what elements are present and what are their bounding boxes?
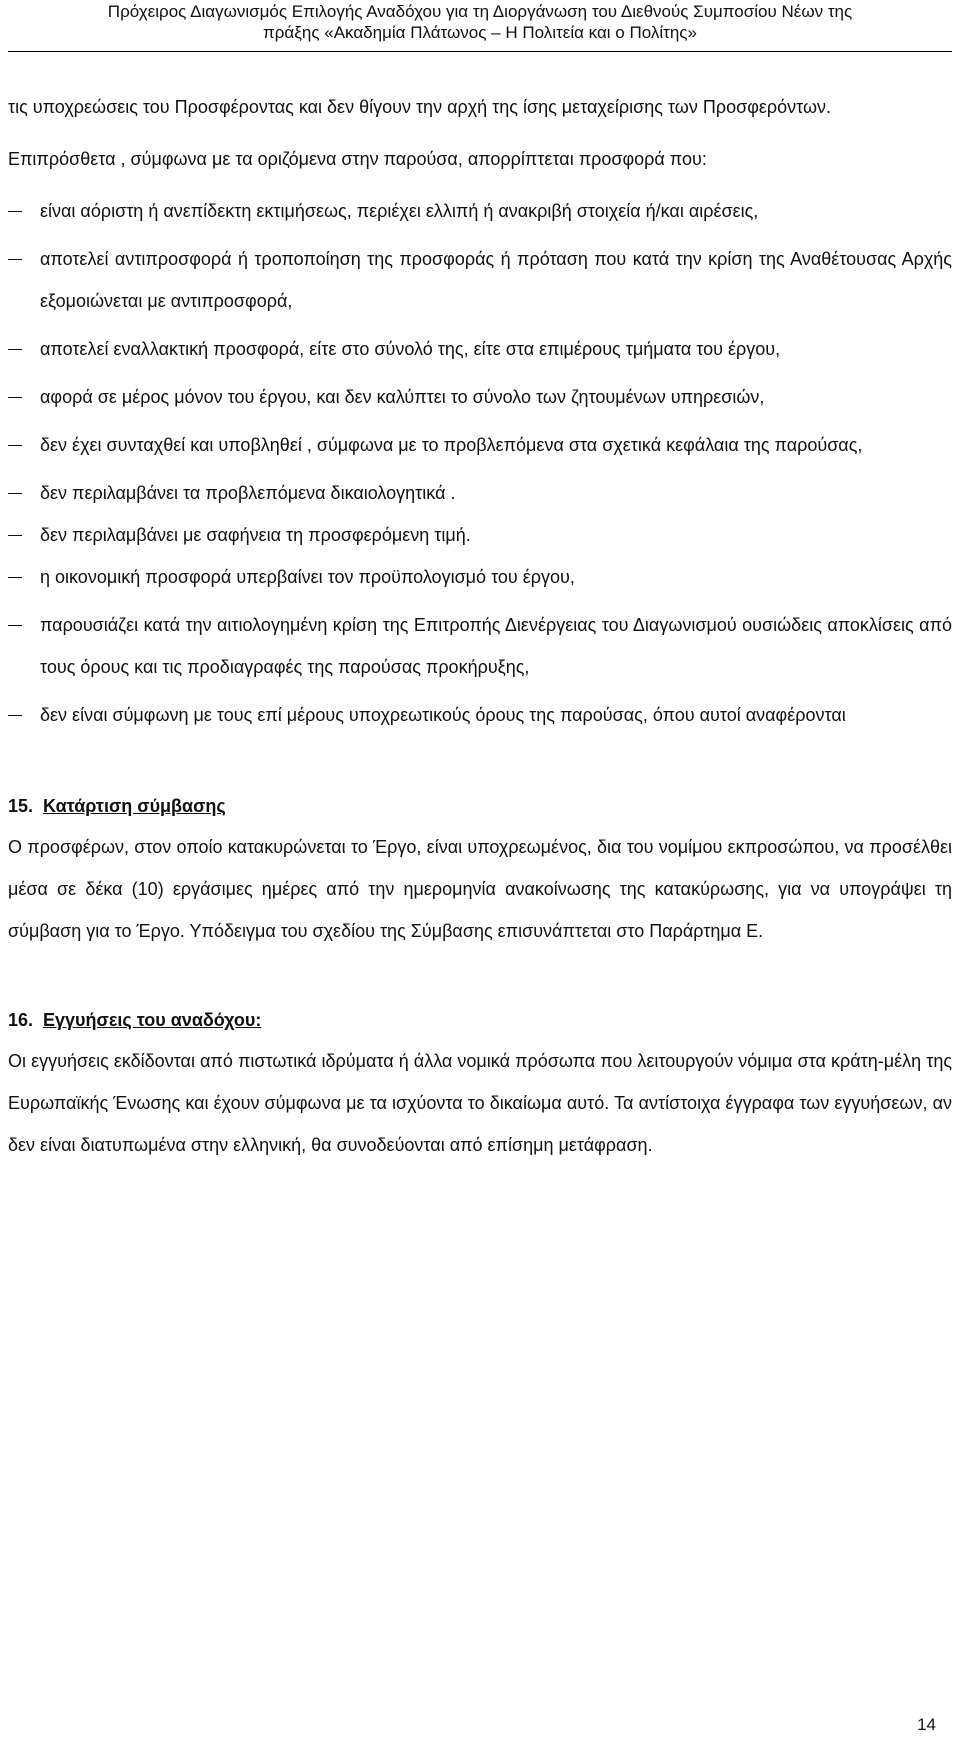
list-item-text: δεν περιλαμβάνει τα προβλεπόμενα δικαιολογητικά .: [40, 483, 456, 503]
rejection-lead: Επιπρόσθετα , σύμφωνα με τα οριζόμενα στην παρούσα, απορρίπτεται προσφορά που:: [8, 149, 707, 169]
list-item: [8, 604, 952, 688]
list-item-text: αποτελεί εναλλακτική προσφορά, είτε στο σύνολό της, είτε στα επιμέρους τμήματα του έργου,: [40, 339, 781, 359]
section-15-body: Ο προσφέρων, στον οποίο κατακυρώνεται το Έργο, είναι υποχρεωμένος, δια του νομίμου εκπροσώπου, να προσέλθει μέσα σε δέκα (10) εργάσιμες ημέρες από την ημερομηνία ανακοίνωσης της κατακύρωσης, για να υπογράψει τη σύμβαση για το Έργο. Υπόδειγμα του σχεδίου της Σύμβασης επισυνάπτεται στο Παράρτημα Ε.: [8, 837, 952, 941]
list-item-text: είναι αόριστη ή ανεπίδεκτη εκτιμήσεως, περιέχει ελλιπή ή ανακριβή στοιχεία ή/και αιρέσεις,: [40, 201, 759, 221]
dash-bullet: [8, 715, 22, 716]
list-item: [8, 694, 952, 736]
list-item: [8, 376, 952, 418]
dash-bullet: [8, 625, 22, 626]
list-item-text: αφορά σε μέρος μόνον του έργου, και δεν καλύπτει το σύνολο των ζητουμένων υπηρεσιών,: [40, 387, 765, 407]
dash-bullet: [8, 493, 22, 494]
section-16-number: 16.: [8, 1010, 34, 1030]
list-item: [8, 238, 952, 322]
section-16-body: Οι εγγυήσεις εκδίδονται από πιστωτικά ιδρύματα ή άλλα νομικά πρόσωπα που λειτουργούν νόμιμα στα κράτη-μέλη της Ευρωπαϊκής Ένωσης και έχουν σύμφωνα με τα ισχύοντα το δικαίωμα αυτό. Τα αντίστοιχα έγγραφα των εγγυήσεων, αν δεν είναι διατυπωμένα στην ελληνική, θα συνοδεύονται από επίσημη μετάφραση.: [8, 1051, 952, 1155]
dash-bullet: [8, 211, 22, 212]
list-item: [8, 424, 952, 466]
page-header: [0, 0, 960, 51]
dash-bullet: [8, 445, 22, 446]
list-item-text: δεν περιλαμβάνει με σαφήνεια τη προσφερόμενη τιμή.: [40, 525, 471, 545]
list-item: [8, 190, 952, 232]
list-item: [8, 472, 952, 514]
dash-bullet: [8, 349, 22, 350]
list-item-text: η οικονομική προσφορά υπερβαίνει τον προϋπολογισμό του έργου,: [40, 567, 575, 587]
header-line-1: Πρόχειρος Διαγωνισμός Επιλογής Αναδόχου για τη Διοργάνωση του Διεθνούς Συμποσίου Νέων της: [107, 2, 853, 21]
section-16-heading: [8, 1000, 952, 1040]
rejection-list: [8, 190, 952, 736]
section-15-title: Κατάρτιση σύμβασης: [43, 796, 226, 816]
header-divider: [8, 51, 952, 52]
dash-bullet: [8, 397, 22, 398]
list-item-text: αποτελεί αντιπροσφορά ή τροποποίηση της προσφοράς ή πρόταση που κατά την κρίση της Αναθέτουσας Αρχής εξομοιώνεται με αντιπροσφορά,: [40, 249, 952, 311]
section-15-heading: [8, 786, 952, 826]
header-line-2: πράξης «Ακαδημία Πλάτωνος – Η Πολιτεία και ο Πολίτης»: [263, 23, 697, 42]
page-number: 14: [917, 1715, 936, 1734]
list-item: [8, 556, 952, 598]
list-item-text: δεν έχει συνταχθεί και υποβληθεί , σύμφωνα με το προβλεπόμενα στα σχετικά κεφάλαια της παρούσας,: [40, 435, 863, 455]
list-item-text: παρουσιάζει κατά την αιτιολογημένη κρίση της Επιτροπής Διενέργειας του Διαγωνισμού ουσιώδεις αποκλίσεις από τους όρους και τις προδιαγραφές της παρούσας προκήρυξης,: [40, 615, 952, 677]
list-item-text: δεν είναι σύμφωνη με τους επί μέρους υποχρεωτικούς όρους της παρούσας, όπου αυτοί αναφέρονται: [40, 705, 846, 725]
document-body: [8, 86, 952, 1166]
list-item: [8, 514, 952, 556]
dash-bullet: [8, 577, 22, 578]
dash-bullet: [8, 535, 22, 536]
intro-continuation: τις υποχρεώσεις του Προσφέροντας και δεν θίγουν την αρχή της ίσης μεταχείρισης των Προσφερόντων.: [8, 97, 832, 117]
section-16-title: Εγγυήσεις του αναδόχου:: [43, 1010, 262, 1030]
section-15-number: 15.: [8, 796, 34, 816]
dash-bullet: [8, 259, 22, 260]
list-item: [8, 328, 952, 370]
